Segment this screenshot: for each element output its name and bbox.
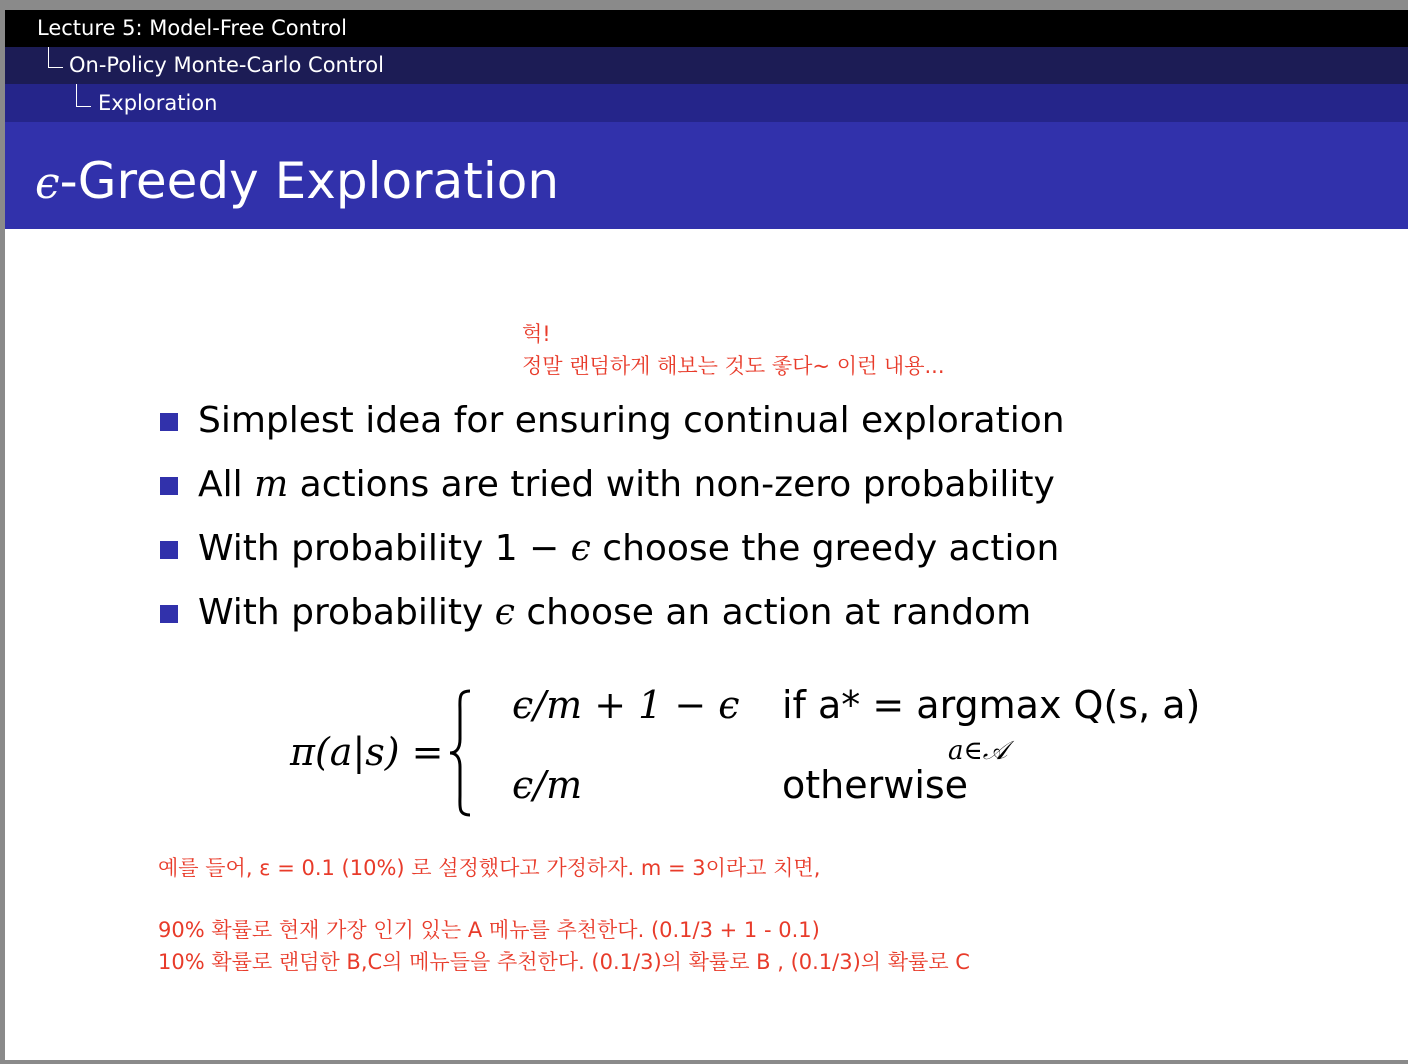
tree-connector-icon [76,84,91,107]
bullet-square-icon [160,541,178,559]
formula-case1-condition: if a* = argmax Q(s, a) [782,683,1201,727]
title-bar [5,122,1408,229]
formula-lhs: π(a|s) = [290,730,444,774]
annotation-10-percent: 10% 확률로 랜덤한 B,C의 메뉴들을 추천한다. (0.1/3)의 확률로 B , (0.1/3)의 확률로 C [158,950,970,974]
formula-case2-value: ϵ/m [512,763,583,807]
policy-formula [290,675,1210,825]
slide-title: ϵ-Greedy Exploration [35,152,560,210]
bullet-square-icon [160,413,178,431]
left-brace-icon [448,689,472,817]
tree-connector-icon [48,47,63,68]
bullet-square-icon [160,605,178,623]
formula-case1-subscript: a∈𝒜 [948,736,1008,766]
bullet-square-icon [160,477,178,495]
bullet-list [157,392,1157,648]
formula-case1-value: ϵ/m + 1 − ϵ [512,683,740,727]
bullet-item: With probability ϵ choose an action at random [157,584,1157,648]
formula-case2-condition: otherwise [782,763,969,807]
header-subsection: Exploration [98,91,218,115]
annotation-top-line1: 헉! [522,322,551,346]
header-subsection-bar [5,84,1408,122]
header-section: On-Policy Monte-Carlo Control [69,53,384,77]
bullet-item: All m actions are tried with non-zero probability [157,456,1157,520]
annotation-90-percent: 90% 확률로 현재 가장 인기 있는 A 메뉴를 추천한다. (0.1/3 + 1 - 0.1) [158,918,820,942]
bullet-item: With probability 1 − ϵ choose the greedy action [157,520,1157,584]
annotation-top [522,318,945,382]
bullet-item: Simplest idea for ensuring continual exploration [157,392,1157,456]
header-lecture-bar [5,10,1408,47]
annotation-top-line2: 정말 랜덤하게 해보는 것도 좋다~ 이런 내용... [522,354,945,378]
slide [5,10,1408,1060]
header-section-bar [5,47,1408,84]
header-lecture: Lecture 5: Model-Free Control [37,16,347,40]
annotation-example: 예를 들어, ε = 0.1 (10%) 로 설정했다고 가정하자. m = 3이라고 치면, [158,856,821,880]
